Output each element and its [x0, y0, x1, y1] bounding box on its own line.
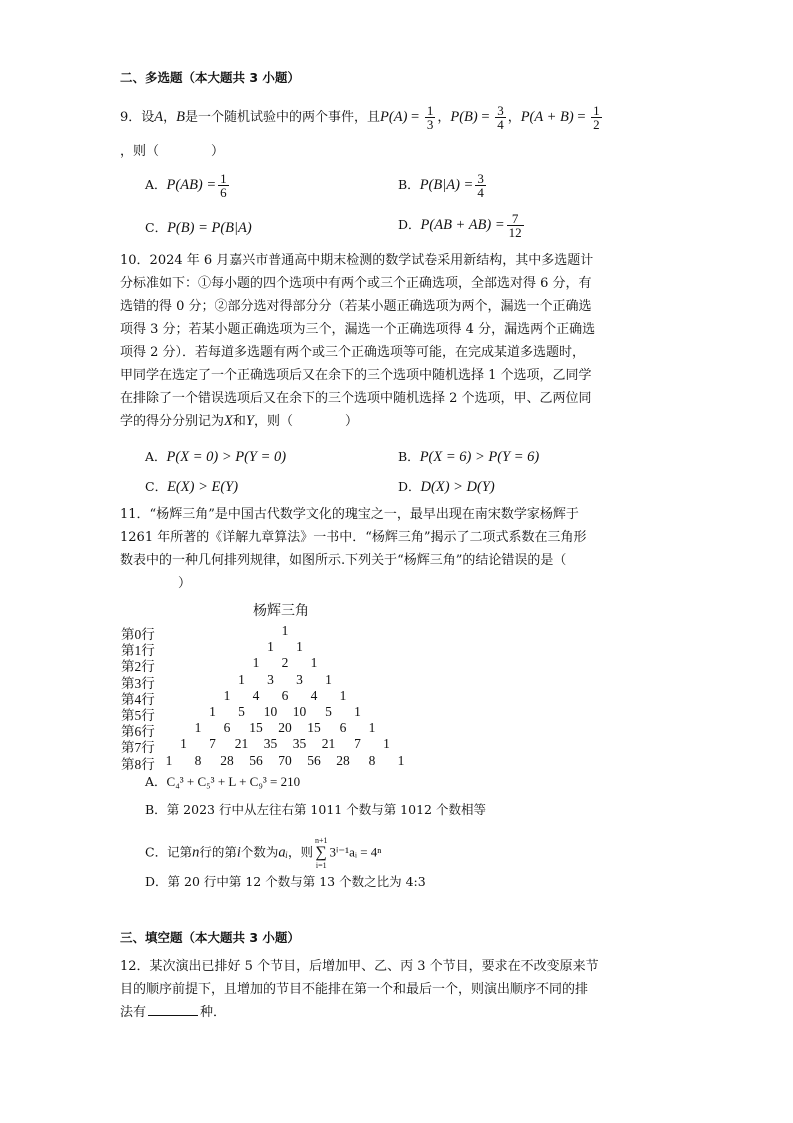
question-9-stem: 9．设A，B是一个随机试验中的两个事件，且P(A) = $\frac{1}{3}$ ，P(B) = $\frac{3}{4}$ ，P(A + B) = $\frac{1}{2}$ — [120, 103, 600, 132]
q9-comma: ， — [163, 110, 177, 125]
triangle-number: 56 — [307, 752, 321, 768]
q9-event-a: A — [154, 109, 164, 125]
triangle-number: 56 — [249, 752, 263, 768]
triangle-number: 7 — [354, 736, 361, 752]
triangle-number: 1 — [354, 704, 361, 719]
triangle-number: 1 — [180, 736, 187, 752]
triangle-number: 6 — [339, 720, 347, 736]
q9-pa-value: $\frac{1}{3}$ — [426, 103, 434, 132]
triangle-number: 6 — [281, 687, 289, 703]
question-11-stem: 11．“杨辉三角”是中国古代数学文化的瑰宝之一，最早出现在南宋数学家杨辉于 1261 年所著的《详解九章算法》一书中．“杨辉三角”揭示了二项式系数在三角形 数表中的一种几何排列规律，如图所示.下列关于“杨辉三角”的结论错误的是（ ） — [120, 507, 587, 591]
triangle-number: 21 — [234, 736, 249, 752]
triangle-number: 15 — [307, 720, 321, 736]
triangle-row-label: 第7行 — [121, 740, 155, 756]
section-title-fill-in: 三、填空题（本大题共 3 小题） — [120, 930, 300, 945]
triangle-number: 10 — [292, 704, 307, 719]
q9-pab: P(A + B) — [520, 109, 574, 125]
triangle-number: 4 — [252, 687, 260, 703]
triangle-number: 70 — [278, 752, 292, 768]
triangle-row-label: 第8行 — [121, 756, 155, 772]
summation-symbol: n+1 ∑ i=1 — [314, 836, 328, 870]
triangle-number: 1 — [165, 752, 173, 768]
triangle-row-label: 第5行 — [121, 708, 155, 723]
q9-number: 9． — [120, 110, 142, 125]
q11-option-a[interactable]: A．C₄³ + C₅³ + L + C₉³ = 210 — [145, 774, 301, 789]
q10-option-c[interactable]: C．E(X) > E(Y) — [145, 479, 239, 495]
section-title-multiple-choice: 二、多选题（本大题共 3 小题） — [120, 70, 300, 85]
triangle-number: 1 — [238, 671, 245, 687]
triangle-number: 1 — [209, 704, 216, 719]
triangle-number: 3 — [296, 671, 303, 687]
q9-pb: P(B) — [450, 109, 478, 125]
q11-option-d[interactable]: D．第 20 行中第 12 个数与第 13 个数之比为 4:3 — [145, 874, 426, 889]
triangle-number: 4 — [310, 687, 318, 703]
triangle-number: 7 — [209, 736, 216, 752]
triangle-number: 1 — [325, 671, 332, 687]
triangle-number: 5 — [238, 704, 245, 719]
triangle-number: 21 — [321, 736, 336, 752]
triangle-row-label: 第1行 — [121, 643, 155, 659]
triangle-row-label: 第0行 — [121, 627, 155, 642]
q9-tail: ，则（ ） — [120, 144, 225, 159]
triangle-number: 1 — [397, 752, 405, 768]
q9-pa: P(A) — [380, 109, 408, 125]
triangle-number: 1 — [194, 720, 202, 736]
triangle-number: 8 — [368, 752, 376, 768]
q10-option-a[interactable]: A．P(X = 0) > P(Y = 0) — [145, 449, 287, 465]
q9-text-b: 是一个随机试验中的两个事件，且 — [185, 110, 381, 125]
triangle-number: 1 — [296, 639, 303, 655]
triangle-title: 杨辉三角 — [253, 604, 309, 619]
q9-event-b: B — [176, 109, 186, 125]
triangle-number: 28 — [336, 752, 350, 768]
triangle-number: 1 — [368, 720, 376, 736]
q9-option-c[interactable]: C．P(B) = P(B|A) — [145, 220, 252, 236]
triangle-number: 5 — [325, 704, 332, 719]
q9-option-d[interactable]: D．P(AB + AB) = $\frac{7}{12}$ — [398, 211, 522, 240]
triangle-number: 6 — [223, 720, 231, 736]
q9-option-b[interactable]: B．P(B|A) = $\frac{3}{4}$ — [398, 171, 484, 200]
question-12-stem: 12．某次演出已排好 5 个节目，后增加甲、乙、丙 3 个节目，要求在不改变原来节 目的顺序前提下，且增加的节目不能排在第一个和最后一个，则演出顺序不同的排 法有 种． — [120, 959, 599, 1020]
triangle-number: 1 — [310, 655, 318, 671]
triangle-number: 3 — [267, 671, 274, 687]
triangle-number: 1 — [383, 736, 390, 752]
answer-blank[interactable] — [148, 1015, 198, 1016]
question-10-stem: 10．2024 年 6 月嘉兴市普通高中期末检测的数学试卷采用新结构，其中多选题计 分标准如下：①每小题的四个选项中有两个或三个正确选项，全部选对得 6 分，有 选错的得 0 分；②部分选对得部分分（若某小题正确选项为两个，漏选一个正确选 项得 3 分；若某小题正确选项为三个，漏选一个正确选项得 4 分，漏选两个正确选 项得 2 分）．若每道多选题有两个或三个正确选项等可能，在完成某道多选题时， 甲同学在选定了一个正确选项后又在余下的三个选项中随机选择 1 个选项，乙同学 在排除了一个错误选项后又在余下的三个选项中随机选择 2 个选项，甲、乙两位同 学的得分分别记为X和Y，则（ ） — [120, 253, 596, 429]
triangle-number: 1 — [252, 655, 260, 671]
triangle-number: 35 — [263, 736, 278, 752]
triangle-row-label: 第6行 — [121, 724, 155, 740]
triangle-row-label: 第2行 — [121, 659, 155, 675]
q10-option-b[interactable]: B．P(X = 6) > P(Y = 6) — [398, 449, 540, 465]
q10-option-d[interactable]: D．D(X) > D(Y) — [398, 479, 495, 495]
triangle-row-label: 第3行 — [121, 675, 155, 691]
q9-pab-value: $\frac{1}{2}$ — [593, 103, 600, 132]
q11-option-b[interactable]: B．第 2023 行中从左往右第 1011 个数与第 1012 个数相等 — [145, 802, 486, 817]
triangle-row-label: 第4行 — [121, 691, 155, 707]
q9-option-a[interactable]: A．P(AB) = $\frac{1}{6}$ — [145, 171, 227, 200]
triangle-number: 1 — [281, 623, 289, 638]
triangle-number: 8 — [194, 752, 202, 768]
q11-option-c[interactable]: C．记第n行的第i个数为aᵢ，则 n+1 ∑ i=1 3ⁱ⁻¹aᵢ = 4ⁿ — [145, 836, 382, 870]
triangle-number: 1 — [223, 687, 231, 703]
q9-text-a: 设 — [141, 110, 155, 125]
triangle-number: 35 — [292, 736, 307, 752]
triangle-number: 10 — [263, 704, 278, 719]
triangle-number: 20 — [278, 720, 292, 736]
triangle-number: 28 — [220, 752, 234, 768]
q9-pb-value: $\frac{3}{4}$ — [497, 103, 504, 132]
triangle-number: 2 — [281, 655, 289, 671]
triangle-number: 15 — [249, 720, 263, 736]
triangle-number: 1 — [267, 639, 274, 655]
triangle-number: 1 — [339, 687, 347, 703]
